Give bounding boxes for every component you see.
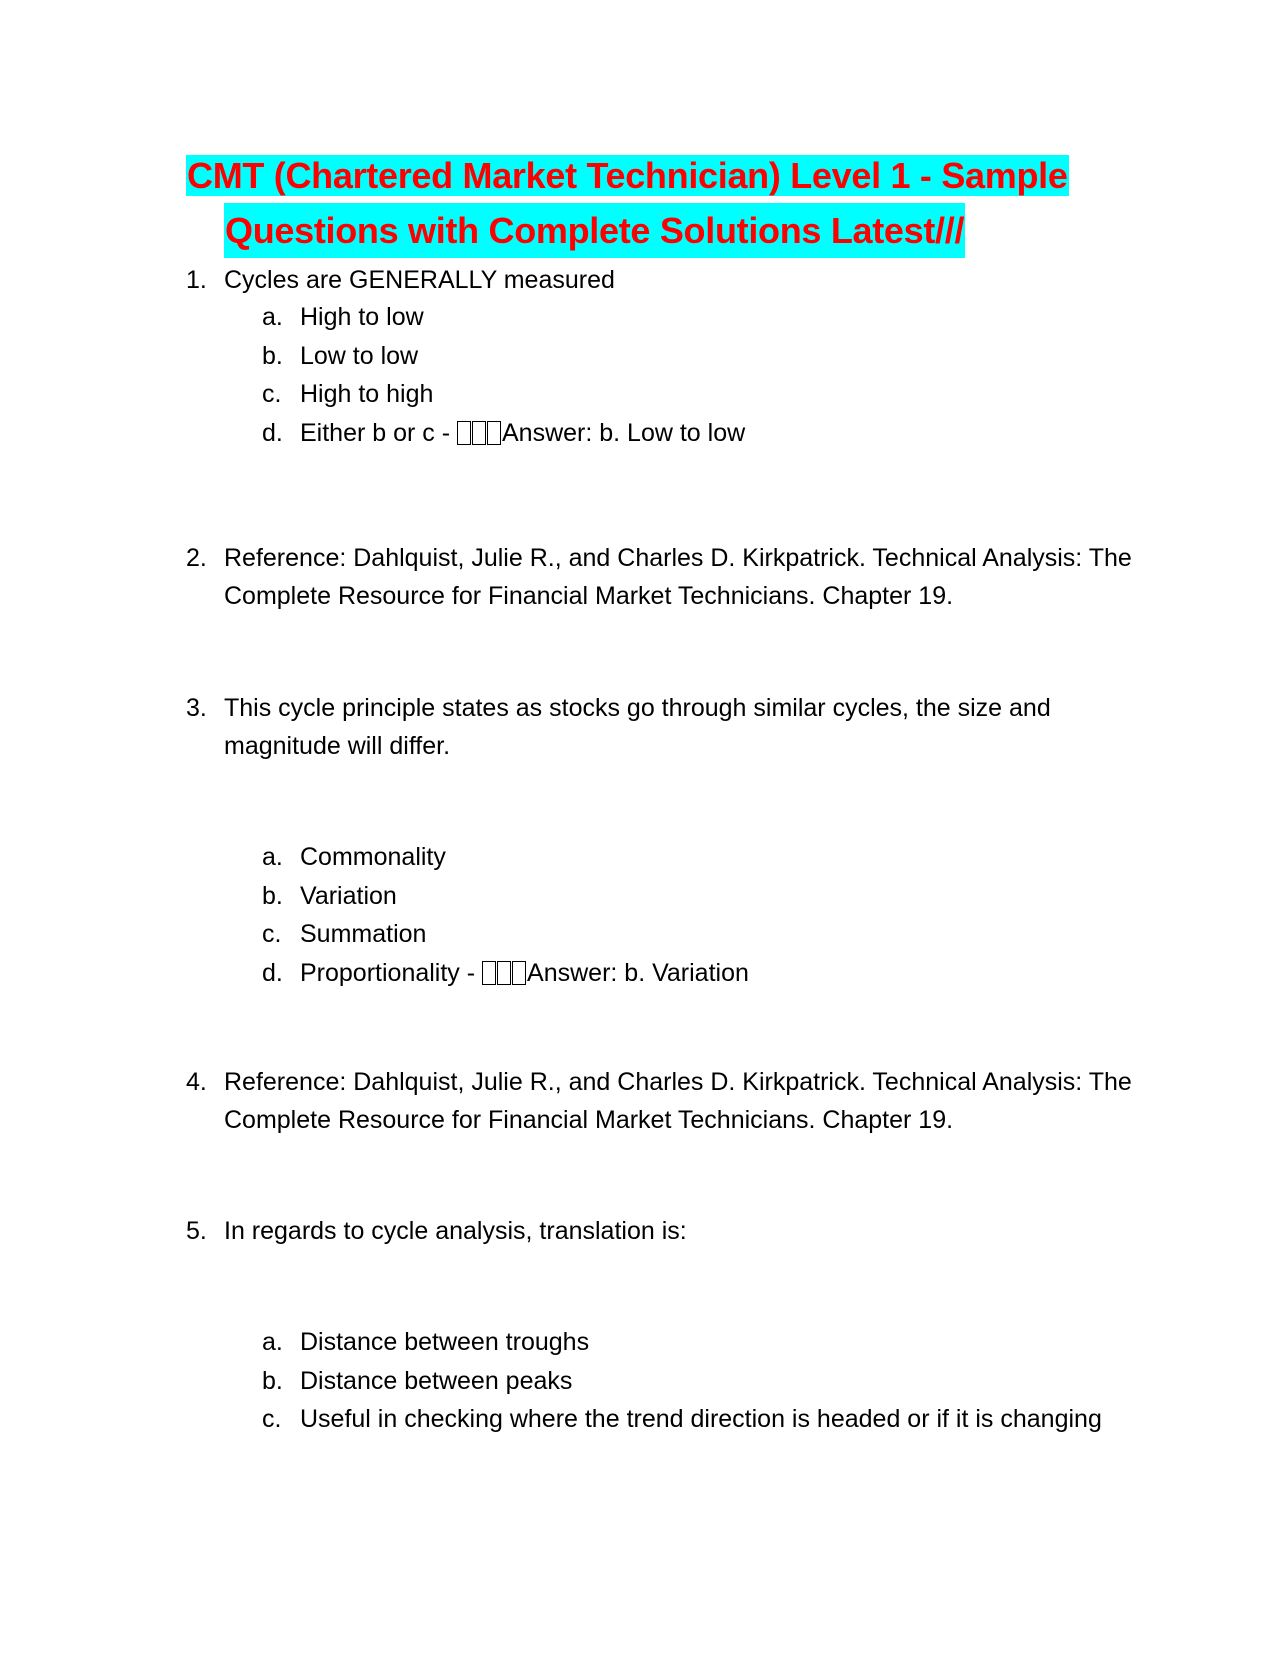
option-item (262, 915, 1122, 954)
reference-text: Reference: Dahlquist, Julie R., and Charles D. Kirkpatrick. Technical Analysis: The Complete Resource for Financial Market Technicians. Chapter 19. (224, 1068, 1132, 1134)
question-5 (186, 1212, 1146, 1250)
option-text: Useful in checking where the trend direction is headed or if it is changing (300, 1405, 1102, 1433)
question-text: Cycles are GENERALLY measured (224, 266, 615, 294)
option-letter: a. (262, 843, 283, 871)
option-text: Commonality (300, 843, 446, 871)
option-item (262, 1323, 1122, 1362)
question-1 (186, 261, 1146, 299)
reference-text: Reference: Dahlquist, Julie R., and Charles D. Kirkpatrick. Technical Analysis: The Complete Resource for Financial Market Technicians. Chapter 19. (224, 544, 1132, 610)
question-number: 1. (186, 266, 207, 294)
option-answer-line (300, 954, 1122, 993)
question-number: 3. (186, 694, 207, 722)
missing-glyph-icon (482, 961, 496, 985)
answer-text: Answer: b. Variation (527, 958, 749, 987)
option-text: Summation (300, 920, 427, 948)
reference-4 (186, 1063, 1146, 1139)
item-number: 2. (186, 544, 207, 572)
option-letter: d. (262, 418, 283, 447)
question-3 (186, 689, 1146, 765)
option-letter: d. (262, 958, 283, 987)
option-text: High to high (300, 380, 434, 408)
question-3-options (262, 838, 1122, 992)
option-text: Either b or c - (300, 418, 457, 447)
option-letter: a. (262, 1328, 283, 1356)
option-text: Distance between troughs (300, 1328, 590, 1356)
title-line-2: Questions with Complete Solutions Latest/// (224, 203, 965, 258)
option-item (262, 337, 1122, 376)
option-item (262, 298, 1122, 337)
missing-glyph-icon (497, 961, 511, 985)
option-item (262, 414, 1122, 453)
option-letter: c. (262, 1405, 282, 1433)
option-item (262, 877, 1122, 916)
option-text: Low to low (300, 341, 419, 370)
option-letter: c. (262, 920, 282, 948)
option-letter: b. (262, 1366, 283, 1395)
option-item (262, 1362, 1122, 1401)
answer-text: Answer: b. Low to low (502, 418, 746, 447)
option-letter: b. (262, 881, 283, 910)
item-number: 4. (186, 1068, 207, 1096)
missing-glyph-icon (487, 421, 501, 445)
question-text: In regards to cycle analysis, translation is: (224, 1217, 687, 1245)
question-number: 5. (186, 1217, 207, 1245)
question-text: This cycle principle states as stocks go through similar cycles, the size and magnitude will differ. (224, 694, 1051, 760)
question-5-options (262, 1323, 1122, 1439)
option-text: High to low (300, 303, 424, 331)
option-text: Distance between peaks (300, 1366, 573, 1395)
option-letter: c. (262, 380, 282, 408)
option-item (262, 838, 1122, 877)
reference-2 (186, 539, 1146, 615)
option-item (262, 954, 1122, 993)
title-line-1: CMT (Chartered Market Technician) Level 1 - Sample (187, 155, 1068, 196)
option-item (262, 375, 1122, 414)
option-item (262, 1400, 1122, 1439)
missing-glyph-icon (472, 421, 486, 445)
document-title (186, 148, 1106, 258)
missing-glyph-icon (457, 421, 471, 445)
missing-glyph-icon (512, 961, 526, 985)
option-answer-line (300, 414, 1122, 453)
option-text: Proportionality - (300, 958, 483, 987)
option-letter: b. (262, 341, 283, 370)
option-text: Variation (300, 881, 397, 910)
question-1-options (262, 298, 1122, 452)
option-letter: a. (262, 303, 283, 331)
